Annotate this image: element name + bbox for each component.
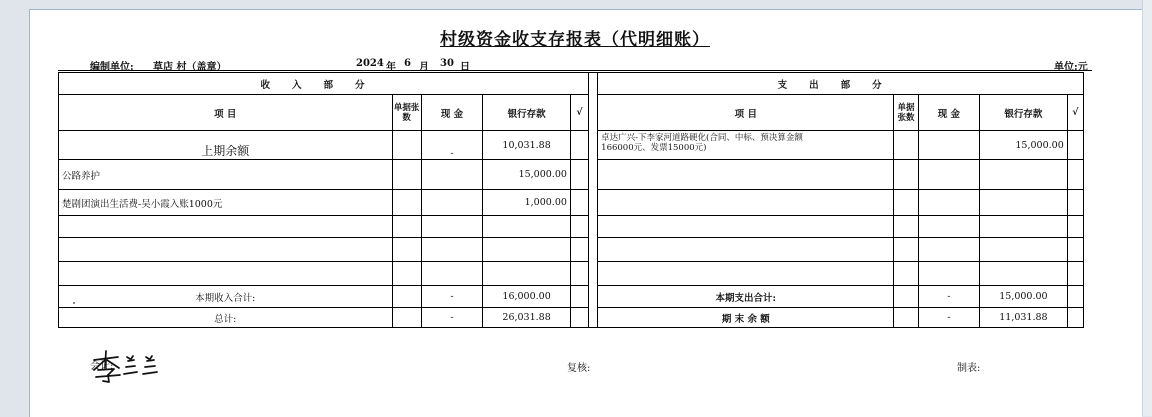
- expense-row-cash: [918, 160, 979, 190]
- day-unit: 日: [460, 62, 470, 73]
- expense-col-bank: 银行存款: [980, 95, 1068, 131]
- income-grand-check: [570, 308, 588, 328]
- expense-row-check: [1067, 216, 1083, 238]
- expense-row-bank: 15,000.00: [980, 131, 1068, 160]
- expense-row-check: [1067, 190, 1083, 216]
- expense-row-cash: [918, 131, 979, 160]
- expense-row-item: [598, 160, 894, 190]
- expense-balance-label: 期 末 余 额: [598, 308, 894, 328]
- income-col-item: 项 目: [59, 95, 393, 131]
- expense-row-docs: [894, 131, 918, 160]
- report-year: 2024: [356, 58, 384, 69]
- income-row-docs: [392, 216, 421, 238]
- income-row-docs: [392, 131, 421, 160]
- expense-total-check: [1067, 286, 1083, 308]
- expense-row-cash: [918, 190, 979, 216]
- income-total-label: 本期收入合计:: [59, 286, 393, 308]
- expense-row-docs: [894, 190, 918, 216]
- year-unit: 年: [386, 62, 396, 73]
- expense-balance-docs: [894, 308, 918, 328]
- expense-row-bank: [980, 262, 1068, 286]
- report-month: 6: [404, 58, 411, 69]
- income-total-bank: 16,000.00: [483, 286, 571, 308]
- report-day: 30: [440, 58, 454, 69]
- org-name: 草店 村（盖章）: [153, 62, 227, 73]
- income-row-item: [59, 238, 393, 262]
- income-section-label: 收入部分: [59, 73, 589, 95]
- income-row-item: 上期余额: [59, 131, 393, 160]
- income-row-bank: 10,031.88: [483, 131, 571, 160]
- expense-row-item: [598, 131, 894, 160]
- income-grand-bank: 26,031.88: [483, 308, 571, 328]
- expense-row-item: [598, 216, 894, 238]
- income-col-docs: 单据张数: [392, 95, 421, 131]
- expense-total-docs: [894, 286, 918, 308]
- expense-total-bank: 15,000.00: [980, 286, 1068, 308]
- income-row-check: [570, 238, 588, 262]
- income-row-item: [59, 262, 393, 286]
- expense-balance-bank: 11,031.88: [980, 308, 1068, 328]
- expense-row-check: [1067, 131, 1083, 160]
- ledger-table: [58, 72, 1084, 328]
- expense-row-cash: [918, 238, 979, 262]
- expense-balance-cash: -: [918, 308, 979, 328]
- income-row-item: 公路养护: [59, 160, 393, 190]
- income-row-cash: -: [421, 131, 482, 160]
- expense-row-check: [1067, 238, 1083, 262]
- unit-label: 单位:元: [1054, 62, 1088, 73]
- expense-row-docs: [894, 216, 918, 238]
- income-row-cash: [421, 216, 482, 238]
- income-row-check: [570, 190, 588, 216]
- expense-row-cash: [918, 262, 979, 286]
- income-row-item: 楚剧团演出生活费-吴小霞入账1000元: [59, 190, 393, 216]
- income-row-bank: 1,000.00: [483, 190, 571, 216]
- income-col-cash: 现 金: [421, 95, 482, 131]
- section-divider: [589, 73, 598, 328]
- income-row-bank: [483, 262, 571, 286]
- expense-row-bank: [980, 190, 1068, 216]
- report-title: 村级资金收支存报表（代明细账）: [440, 30, 710, 50]
- income-row-bank: 15,000.00: [483, 160, 571, 190]
- income-row-check: [570, 160, 588, 190]
- income-row-cash: [421, 190, 482, 216]
- expense-row-bank: [980, 216, 1068, 238]
- org-label: 编制单位:: [90, 62, 134, 73]
- expense-section-label: 支出部分: [598, 73, 1084, 95]
- income-total-docs: [392, 286, 421, 308]
- header-underline: [58, 70, 1092, 71]
- expense-row-check: [1067, 160, 1083, 190]
- accountant-label: 会计:: [90, 361, 114, 372]
- expense-row-check: [1067, 262, 1083, 286]
- expense-row-item: [598, 190, 894, 216]
- income-col-bank: 银行存款: [483, 95, 571, 131]
- reviewer-label: 复核:: [567, 363, 591, 374]
- income-row-bank: [483, 216, 571, 238]
- expense-col-item: 项 目: [598, 95, 894, 131]
- expense-row-item: [598, 238, 894, 262]
- expense-col-check: √: [1067, 95, 1083, 131]
- expense-row-cash: [918, 216, 979, 238]
- income-row-docs: [392, 262, 421, 286]
- viewer-edge: [1142, 0, 1152, 416]
- expense-row-bank: [980, 238, 1068, 262]
- expense-row-docs: [894, 262, 918, 286]
- income-total-check: [570, 286, 588, 308]
- expense-row-bank: [980, 160, 1068, 190]
- expense-row-item-line1: 卓达广兴-下李家河道路硬化(合同、中标、预决算金额: [601, 133, 803, 143]
- income-row-bank: [483, 238, 571, 262]
- expense-row-docs: [894, 238, 918, 262]
- income-row-check: [570, 262, 588, 286]
- income-row-check: [570, 216, 588, 238]
- income-row-docs: [392, 160, 421, 190]
- income-col-check: √: [570, 95, 588, 131]
- expense-col-docs: 单据张数: [894, 95, 918, 131]
- month-unit: 月: [419, 62, 429, 73]
- income-row-check: [570, 131, 588, 160]
- expense-total-cash: -: [918, 286, 979, 308]
- income-grand-label: 总计:: [59, 308, 393, 328]
- income-grand-cash: -: [421, 308, 482, 328]
- preparer-label: 制表:: [957, 363, 981, 374]
- income-row-item: [59, 216, 393, 238]
- income-row-cash: [421, 238, 482, 262]
- expense-row-item-line2: 166000元、发票15000元): [601, 143, 707, 153]
- expense-row-item: [598, 262, 894, 286]
- accountant-signature: [88, 348, 182, 384]
- income-row-docs: [392, 238, 421, 262]
- expense-total-label: 本期支出合计:: [598, 286, 894, 308]
- expense-balance-check: [1067, 308, 1083, 328]
- income-row-docs: [392, 190, 421, 216]
- income-grand-docs: [392, 308, 421, 328]
- expense-row-docs: [894, 160, 918, 190]
- income-total-cash: -: [421, 286, 482, 308]
- income-row-cash: [421, 160, 482, 190]
- expense-col-cash: 现 金: [918, 95, 979, 131]
- income-row-cash: [421, 262, 482, 286]
